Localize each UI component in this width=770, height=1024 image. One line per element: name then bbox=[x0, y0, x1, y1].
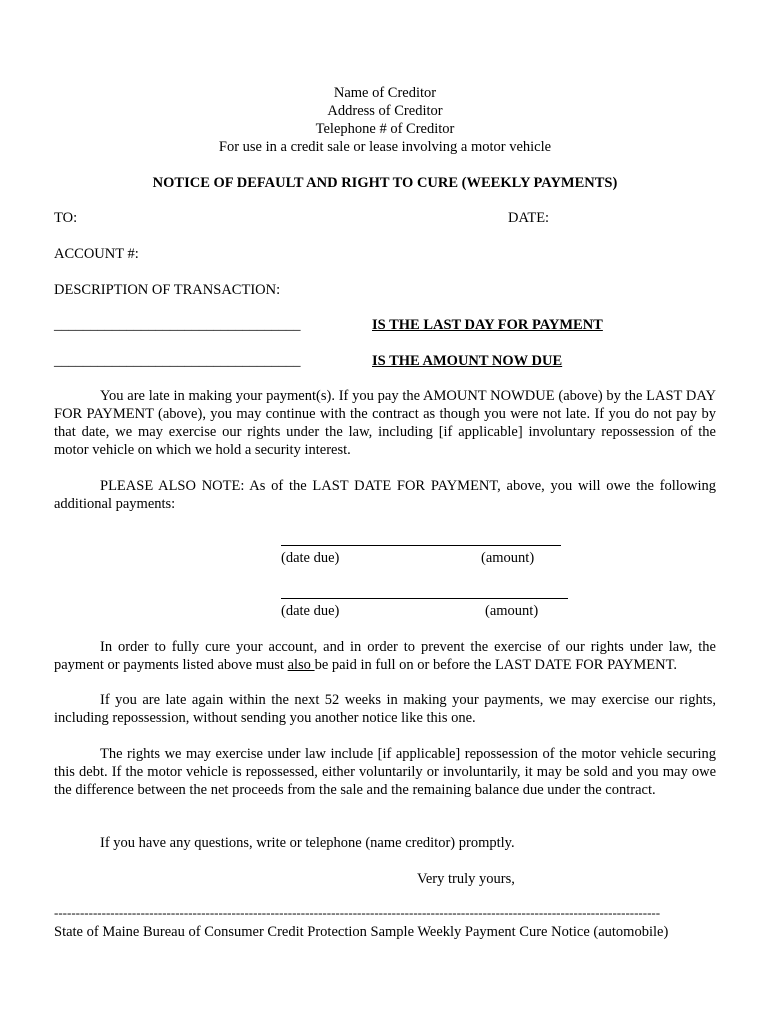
paragraph-cure bbox=[54, 638, 716, 674]
footer-separator: -------------------------------------------------------------------------------------------------------------------------------------------- bbox=[54, 906, 661, 920]
date-label: DATE: bbox=[508, 210, 550, 226]
notice-title: NOTICE OF DEFAULT AND RIGHT TO CURE (WEEKLY PAYMENTS) bbox=[152, 175, 618, 191]
paragraph-cure-start: In order to fully cure your account, and in order to prevent the exercise of our rights under law, the payment or payments listed above must bbox=[54, 639, 716, 673]
creditor-address: Address of Creditor bbox=[327, 103, 443, 119]
last-day-label: IS THE LAST DAY FOR PAYMENT bbox=[372, 317, 603, 333]
paragraph-questions: If you have any questions, write or telephone (name creditor) promptly. bbox=[100, 835, 515, 851]
account-label: ACCOUNT #: bbox=[54, 246, 139, 262]
payment-amount-label-1: (amount) bbox=[481, 550, 535, 566]
paragraph-cure-emphasis: also bbox=[287, 657, 315, 673]
paragraph-late: You are late in making your payment(s). If you pay the AMOUNT NOWDUE (above) by the LAST DAY FOR PAYMENT (above), you may continue with the contract as though you were not late. If you do not pay by that date, we may exercise our rights under the law, including [if applicable] involuntary repossession of the motor vehicle on which we hold a security interest. bbox=[54, 388, 716, 458]
payment-line-1 bbox=[281, 545, 561, 546]
paragraph-note: PLEASE ALSO NOTE: As of the LAST DATE FOR PAYMENT, above, you will owe the following additional payments: bbox=[54, 478, 716, 512]
paragraph-cure-end: be paid in full on or before the LAST DATE FOR PAYMENT. bbox=[314, 657, 678, 673]
payment-date-label-2: (date due) bbox=[281, 603, 340, 619]
last-day-blank: __________________________________ bbox=[54, 317, 301, 333]
payment-line-2 bbox=[281, 598, 568, 599]
description-label: DESCRIPTION OF TRANSACTION: bbox=[54, 282, 281, 298]
creditor-phone: Telephone # of Creditor bbox=[315, 121, 455, 137]
usage-note: For use in a credit sale or lease involving a motor vehicle bbox=[218, 139, 552, 155]
payment-amount-label-2: (amount) bbox=[485, 603, 539, 619]
footer-caption: State of Maine Bureau of Consumer Credit Protection Sample Weekly Payment Cure Notice (automobile) bbox=[54, 924, 669, 940]
to-label: TO: bbox=[54, 210, 78, 226]
closing: Very truly yours, bbox=[417, 871, 515, 887]
paragraph-rights: The rights we may exercise under law include [if applicable] repossession of the motor vehicle securing this debt. If the motor vehicle is repossessed, either voluntarily or involuntarily, it may be sold and you may owe the difference between the net proceeds from the sale and the remaining balance due under the contract. bbox=[54, 746, 716, 798]
creditor-name: Name of Creditor bbox=[333, 85, 437, 101]
payment-date-label-1: (date due) bbox=[281, 550, 340, 566]
amount-due-label: IS THE AMOUNT NOW DUE bbox=[372, 353, 563, 369]
paragraph-again: If you are late again within the next 52 weeks in making your payments, we may exercise our rights, including repossession, without sending you another notice like this one. bbox=[54, 692, 716, 726]
amount-due-blank: __________________________________ bbox=[54, 353, 301, 369]
